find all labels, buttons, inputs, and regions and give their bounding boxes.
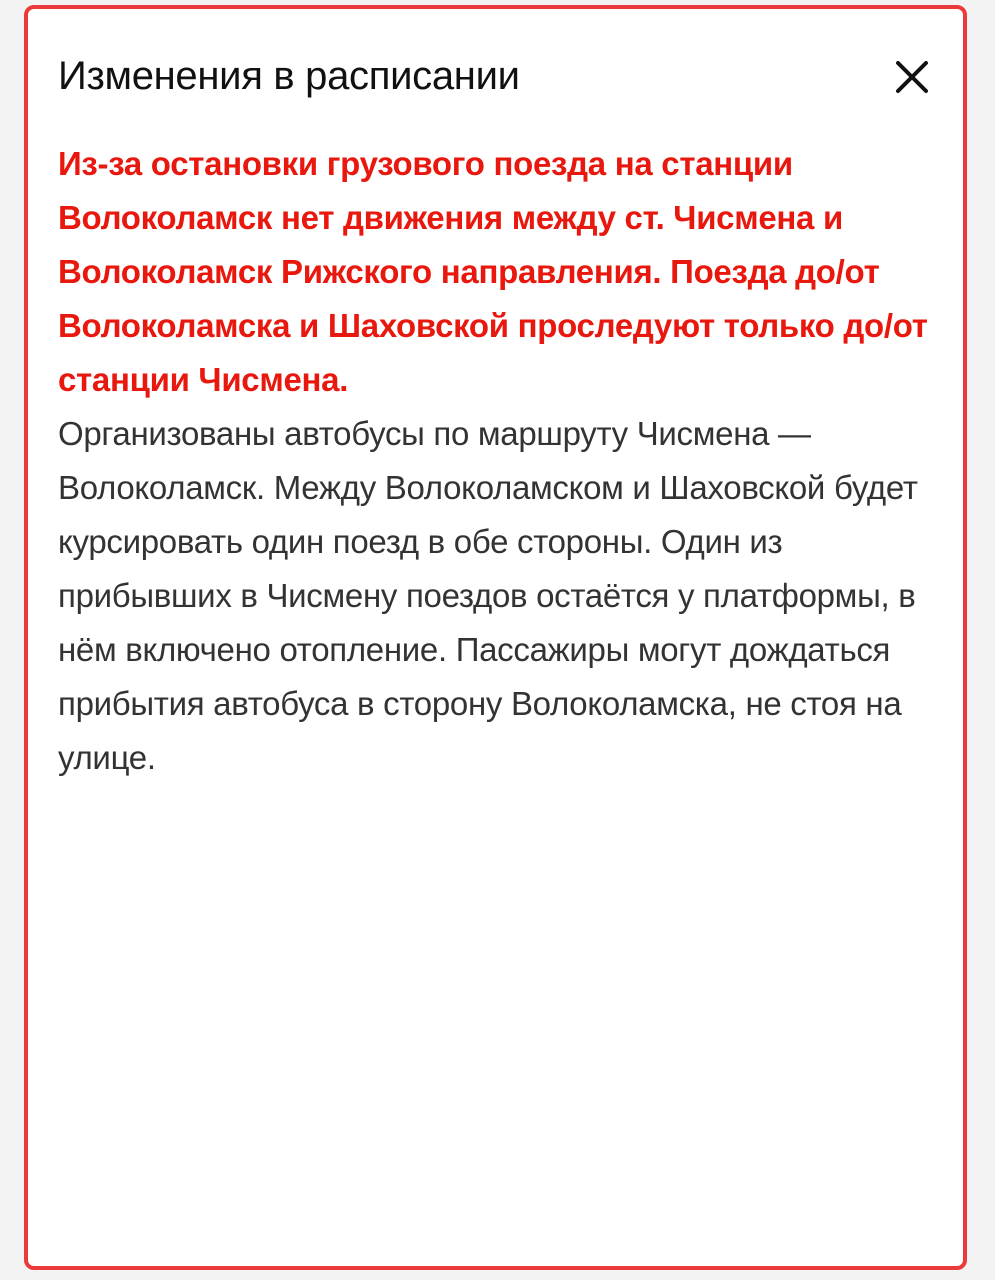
modal-title: Изменения в расписании [58,54,520,98]
details-message: Организованы автобусы по маршруту Чисмена — Волоколамск. Между Волоколамском и Шаховской будет курсировать один поезд в обе стороны. Один из прибывших в Чисмену поездов остаётся у платформы, в нём включено отопление. Пассажиры могут дождаться прибытия автобуса в сторону Волоколамска, не стоя на улице. [58,415,918,776]
close-button[interactable] [888,53,936,101]
close-icon [888,53,936,101]
alert-message: Из-за остановки грузового поезда на станции Волоколамск нет движения между ст. Чисмена и Волоколамск Рижского направления. Поезда до/от Волоколамска и Шаховской проследуют только до/от станции Чисмена. [58,145,928,398]
schedule-changes-modal [24,5,967,1270]
modal-content [58,137,943,785]
